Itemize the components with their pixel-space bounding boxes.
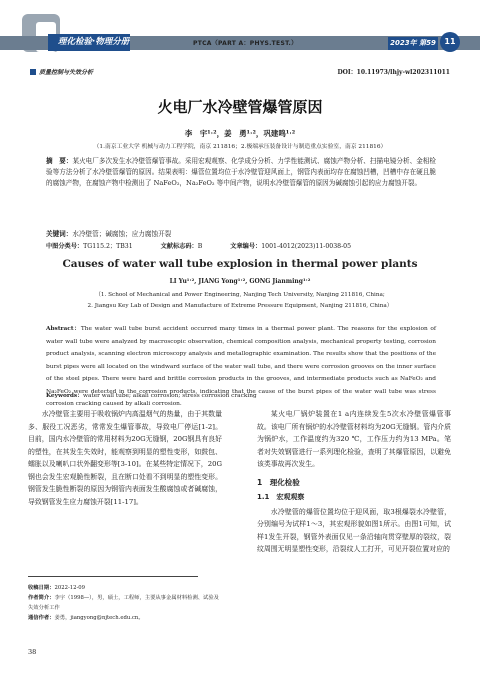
footnote (28, 583, 222, 623)
article-id-value: 1001-4012(2023)11-0038-05 (261, 243, 352, 250)
clc-value: TG115.2；TB31 (83, 243, 133, 250)
affiliation-english (0, 290, 480, 312)
authors-english: LI Yu¹˒², JIANG Yong¹˒², GONG Jianming¹˒² (169, 278, 311, 285)
footnote-divider (28, 576, 198, 577)
keywords-label-en: Keywords： (46, 393, 83, 399)
body-paragraph: 水冷壁管的爆管位置均位于迎风面，取3根爆裂水冷壁管，分别编号为试样1～3，其宏观形貌如图1所示。由图1可知，试样1发生开裂，钢管外表面仅见一条沿轴向贯穿壁厚的裂纹，裂纹周围无明显塑性变形，沿裂纹人工打开，可见开裂位置对应的 (257, 507, 451, 553)
keywords-text-en: water wall tube; alkali corrosion; stress corrosion cracking (83, 393, 257, 399)
corresponding-author: 姜勇，jiangyong@njtech.edu.cn。 (54, 615, 144, 621)
abstract-chinese (46, 156, 436, 189)
page-number: 38 (28, 648, 37, 656)
article-id-label: 文章编号： (230, 243, 262, 250)
issue-badge: 11 (440, 32, 460, 52)
journal-logo-text: 理化检验·物理分册 (48, 34, 130, 51)
classification-line (46, 241, 436, 250)
corresponding-label: 通信作者： (28, 615, 55, 621)
keywords-label-cn: 关键词： (46, 230, 73, 238)
body-column-right (257, 408, 451, 556)
sub-header (30, 67, 450, 79)
abstract-text-cn: 某火电厂多次发生水冷壁管爆管事故。采用宏观观察、化学成分分析、力学性能测试、腐蚀产物分析、扫描电镜分析、金相检验等方法分析了水冷壁管爆管的原因。结果表明：爆管位置均位于水冷壁管迎风面上，钢管内表面均存在腐蚀凹槽，凹槽中存在硬且脆的腐蚀产物，在腐蚀产物中检测出了 NaFeO₂，Na₂FeO₂ 等中间产物，说明水冷壁管爆管的原因为碱腐蚀引起的应力腐蚀开裂。 (46, 157, 437, 187)
body-column-left (28, 408, 222, 508)
abstract-label-en: Abstract： (46, 326, 81, 332)
affiliation-en-line: （1. School of Mechanical and Power Engineering, Nanjing Tech University, Nanjing 211816, China; (95, 292, 385, 298)
subsection-heading: 1.1 宏观观察 (257, 493, 305, 501)
journal-name: PTCA（PART A：PHYS.TEST.） (193, 40, 298, 47)
abstract-text-en: The water wall tube burst accident occurred many times in a thermal power plant. The reasons for the explosion of water wall tube were analyzed by macroscopic observation, chemical composition analysis, mechanical property testing, corrosion product analysis, scanning electron microscopy analysis and metallographic examination. The results show that the positions of the burst pipes were all located on the windward surface of the water wall tube, and there were corrosion grooves on the inner surface of the steel pipes. There were hard and brittle corrosion products in the grooves, and intermediate products such as NaFeO₂ and Na₂FeO₂ were detected in the corrosion products, indicating that the cause of the burst pipes of the water wall tube was stress corrosion cracking caused by alkali corrosion. (46, 326, 436, 407)
received-date: 2022-12-09 (54, 585, 86, 591)
keywords-english (46, 390, 257, 399)
page-header (0, 0, 480, 60)
doc-code-label: 文献标志码： (160, 243, 198, 250)
doc-code-value: B (197, 243, 203, 250)
section-label: 质量控制与失效分析 (30, 67, 93, 76)
body-paragraph: 某火电厂锅炉装置在1 a内连续发生5次水冷壁管爆管事故。该电厂所有锅炉的水冷壁管材料均为20G无缝钢。管内介质为锅炉水，工作温度约为320 ℃，工作压力约为13 MPa。笔者对失效钢管进行一系列理化检验，查明了其爆管原因，以避免该类事故再次发生。 (257, 410, 451, 468)
author-bio: 李宇（1998—），男，硕士，工程师，主要从事金属材料检测、试验及失效分析工作 (28, 595, 219, 611)
keywords-text-cn: 水冷壁管；碱腐蚀；应力腐蚀开裂 (72, 230, 172, 238)
authors-chinese: 李 宇¹˒²，姜 勇¹˒²，巩建鸣¹˒² (184, 129, 296, 138)
affiliation-chinese: （1.南京工业大学 机械与动力工程学院，南京 211816；2.极端承压装备设计与制造重点实验室，南京 211816） (93, 144, 387, 150)
received-label: 收稿日期： (28, 585, 55, 591)
title-english: Causes of water wall tube explosion in thermal power plants (62, 258, 418, 270)
affiliation-en-line: 2. Jiangsu Key Lab of Design and Manufacture of Extreme Pressure Equipment, Nanjing 211816, China） (87, 303, 393, 309)
title-chinese: 火电厂水冷壁管爆管原因 (157, 98, 323, 116)
clc-label: 中图分类号： (46, 243, 84, 250)
doi: DOI：10.11973/lhjy-wl202311011 (337, 69, 450, 76)
body-paragraph: 水冷壁管主要用于吸收锅炉内高温烟气的热量，由于其数量多、服役工况恶劣，常常发生爆管事故，导致电厂停运[1-2]。目前，国内水冷壁管的常用材料为20G无缝钢，20G钢具有良好的塑性，在其发生失效时，能观察到明显的塑性变形，如鼓包、蠕胀以及喇叭口状外翻变形等[3-10]。在某些特定情况下，20G钢也会发生宏观脆性断裂，且在断口处看不到明显的塑性变形。钢管发生脆性断裂的原因为钢管内表面发生酸腐蚀或者碱腐蚀，导致钢管发生应力腐蚀开裂[11-17]。 (28, 410, 222, 506)
author-bio-label: 作者简介： (28, 595, 55, 601)
section-heading: 1 理化检验 (257, 477, 300, 487)
keywords-chinese (46, 228, 171, 238)
abstract-label-cn: 摘 要： (46, 157, 73, 165)
volume-label: 2023年 第59卷 (388, 37, 438, 50)
